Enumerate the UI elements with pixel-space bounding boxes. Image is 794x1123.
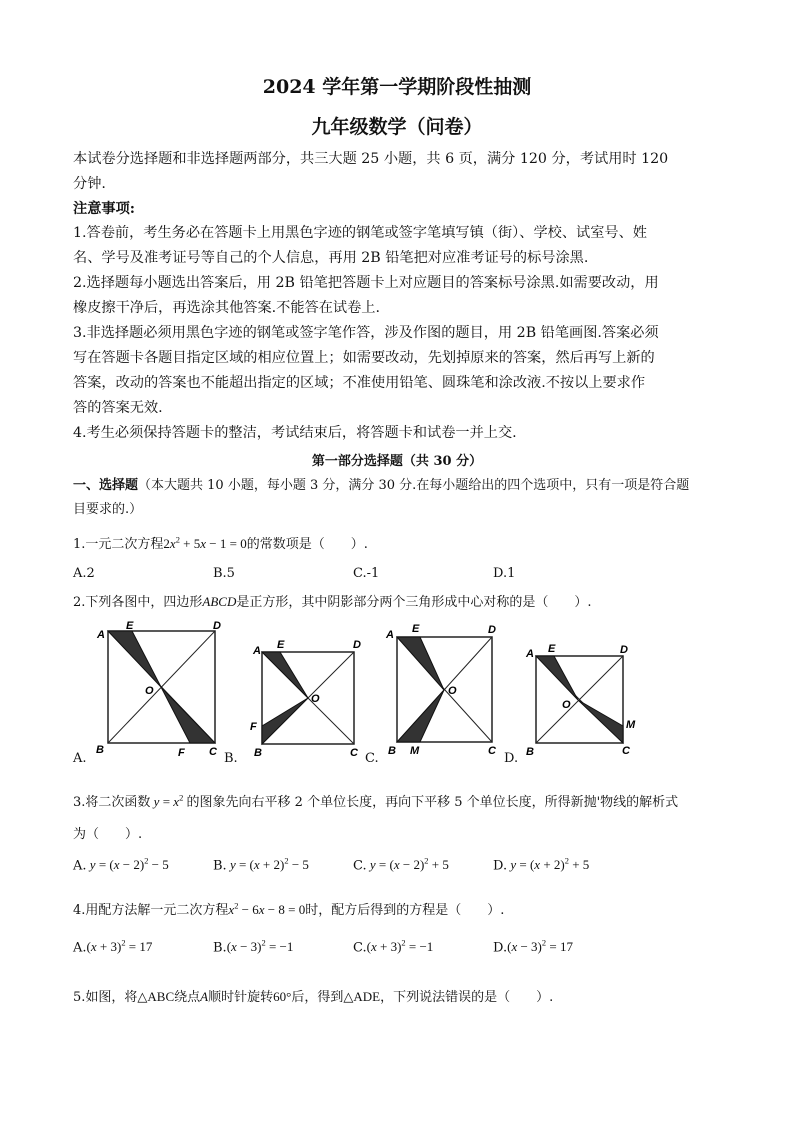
notice-heading: 注意事项:: [73, 201, 135, 217]
intro-line-2: 分钟.: [73, 176, 106, 192]
q4-option-c-formula: $(x + 3)^2 = -1$: [366, 938, 434, 955]
notice-line: 写在答题卡各题目指定区域的相应位置上；如需要改动，先划掉原来的答案，然后再写上新的: [73, 350, 655, 366]
label-C: C: [488, 745, 496, 757]
label-F: F: [178, 747, 185, 759]
label-M: M: [410, 745, 420, 757]
section-desc: （本大题共 10 小题，每小题 3 分，满分 30 分.在每小题给出的四个选项中，只有一项是符合题: [138, 478, 690, 493]
page-title: 2024 学年第一学期阶段性抽测: [262, 76, 532, 98]
q2-option-d[interactable]: D.: [504, 751, 519, 766]
q1-option-d[interactable]: D.1: [493, 566, 516, 581]
q4-option-d[interactable]: [493, 938, 573, 955]
notice-line: 1.答卷前，考生务必在答题卡上用黑色字迹的钢笔或签字笔填写镇（街）、学校、试室号、姓: [73, 225, 647, 241]
q5-text-3: 后，得到: [291, 990, 344, 1005]
label-A: A: [386, 629, 394, 641]
q5-suffix: ，下列说法错误的是（ ）.: [380, 990, 554, 1005]
q3-option-c-letter: C.: [353, 858, 367, 874]
label-C: C: [350, 747, 358, 759]
q4-option-a[interactable]: [73, 938, 152, 955]
page-subtitle: 九年级数学（问卷）: [311, 116, 483, 138]
q4-option-c-letter: C.: [353, 940, 367, 956]
label-E: E: [548, 643, 556, 655]
notice-line: 橡皮擦干净后，再选涂其他答案.不能答在试卷上.: [73, 300, 380, 316]
q2-variable: ABCD: [202, 594, 237, 609]
q3-prefix: 3.将二次函数: [73, 795, 151, 810]
q4-option-d-formula: $(x - 3)^2 = 17$: [507, 938, 573, 955]
q4-option-c[interactable]: [353, 938, 433, 955]
q1-option-b[interactable]: B.5: [213, 566, 235, 581]
q3-option-a[interactable]: [73, 856, 169, 873]
q3-option-a-formula: $y = (x - 2)^2 - 5$: [89, 856, 169, 873]
q5-angle: 60°: [273, 989, 292, 1004]
q3-option-c[interactable]: [353, 856, 449, 873]
label-A: A: [526, 648, 534, 660]
notice-line: 2.选择题每小题选出答案后，用 2B 铅笔把答题卡上对应题目的答案标号涂黑.如需要改动，用: [73, 275, 659, 291]
q2-figure-d: [520, 640, 640, 760]
q5-text-2: 顺时针旋转: [208, 990, 274, 1005]
label-F: F: [250, 721, 257, 733]
notice-line: 3.非选择题必须用黑色字迹的钢笔或签字笔作答，涉及作图的题目，用 2B 铅笔画图.答案必须: [73, 325, 659, 341]
intro-line-1: 本试卷分选择题和非选择题两部分，共三大题 25 小题，共 6 页，满分 120 分，考试用时 120: [73, 151, 669, 167]
q5-triangle-ade: △ADE: [343, 989, 381, 1004]
label-C: C: [622, 745, 630, 757]
q3-option-d[interactable]: [493, 856, 589, 873]
q3-option-a-letter: A.: [73, 858, 87, 874]
question-1: [73, 533, 368, 552]
q2-figure-c: [380, 620, 510, 765]
q2-suffix: 是正方形，其中阴影部分两个三角形成中心对称的是（ ）.: [236, 595, 592, 610]
q5-text-1: 绕点: [174, 990, 201, 1005]
label-E: E: [277, 639, 285, 651]
label-D: D: [213, 620, 221, 632]
notice-line: 4.考生必须保持答题卡的整洁，考试结束后，将答题卡和试卷一并上交.: [73, 425, 517, 441]
question-3: [73, 791, 678, 810]
q1-equation: $2x^2 + 5x - 1 = 0$: [163, 534, 247, 551]
section-one-desc-line-1: [73, 474, 689, 493]
q5-triangle-abc: △ABC: [137, 989, 175, 1004]
part1-heading: 第一部分选择题（共 30 分）: [311, 454, 483, 469]
question-5: [73, 986, 553, 1005]
notice-line: 答案，改动的答案也不能超出指定的区域；不准使用铅笔、圆珠笔和涂改液.不按以上要求作: [73, 375, 646, 391]
notice-line: 答的答案无效.: [73, 400, 163, 416]
q4-option-a-letter: A.: [73, 940, 87, 956]
q5-point: A: [200, 989, 209, 1004]
q4-option-b-formula: $(x - 3)^2 = -1$: [226, 938, 294, 955]
label-D: D: [353, 639, 361, 651]
q3-option-c-formula: $y = (x - 2)^2 + 5$: [369, 856, 449, 873]
label-B: B: [388, 745, 396, 757]
q5-prefix: 5.如图，将: [73, 990, 138, 1005]
q3-option-d-formula: $y = (x + 2)^2 + 5$: [510, 856, 590, 873]
label-E: E: [412, 623, 420, 635]
q4-suffix: 时，配方后得到的方程是（ ）.: [305, 903, 505, 918]
q3-function: $y = x^2$: [153, 792, 184, 809]
q2-option-a[interactable]: A.: [73, 751, 87, 766]
label-M: M: [626, 719, 636, 731]
q1-prefix: 1.一元二次方程: [73, 537, 164, 552]
label-O: O: [311, 693, 320, 705]
q3-option-b-letter: B.: [213, 858, 227, 874]
notice-line: 名、学号及准考证号等自己的个人信息，再用 2B 铅笔把对应准考证号的标号涂黑.: [73, 250, 589, 266]
label-D: D: [488, 624, 496, 636]
question-4: [73, 899, 504, 918]
q3-suffix: 的图象先向右平移 2 个单位长度，再向下平移 5 个单位长度，所得新抛'物线的解析式: [186, 795, 679, 810]
q2-figure-b: [240, 630, 370, 760]
q4-prefix: 4.用配方法解一元二次方程: [73, 903, 229, 918]
q2-figure-a: [70, 620, 230, 770]
q2-prefix: 2.下列各图中，四边形: [73, 595, 203, 610]
q4-option-b-letter: B.: [213, 940, 227, 956]
q1-option-c[interactable]: C.-1: [353, 566, 380, 581]
q2-option-c[interactable]: C.: [365, 751, 379, 766]
label-D: D: [620, 644, 628, 656]
q4-equation: $x^2 - 6x - 8 = 0$: [228, 900, 306, 917]
q3-option-b[interactable]: [213, 856, 309, 873]
label-B: B: [254, 747, 262, 759]
label-E: E: [126, 620, 134, 632]
label-O: O: [562, 699, 571, 711]
q4-option-b[interactable]: [213, 938, 293, 955]
q3-line-2: 为（ ）.: [73, 827, 143, 842]
q4-option-d-letter: D.: [493, 940, 508, 956]
label-B: B: [526, 746, 534, 758]
label-O: O: [145, 685, 154, 697]
label-B: B: [96, 744, 104, 756]
label-O: O: [448, 685, 457, 697]
question-2: [73, 591, 592, 610]
label-C: C: [209, 746, 217, 758]
q4-option-a-formula: $(x + 3)^2 = 17$: [86, 938, 153, 955]
q1-option-a[interactable]: A.2: [73, 566, 95, 581]
label-A: A: [253, 645, 261, 657]
q1-suffix: 的常数项是（ ）.: [246, 537, 368, 552]
q3-option-b-formula: $y = (x + 2)^2 - 5$: [229, 856, 309, 873]
label-A: A: [97, 629, 105, 641]
q2-option-b[interactable]: B.: [224, 751, 238, 766]
section-one-desc-line-2: 目要求的.）: [73, 502, 143, 517]
q3-option-d-letter: D.: [493, 858, 508, 874]
section-label: 一、选择题: [73, 478, 139, 493]
